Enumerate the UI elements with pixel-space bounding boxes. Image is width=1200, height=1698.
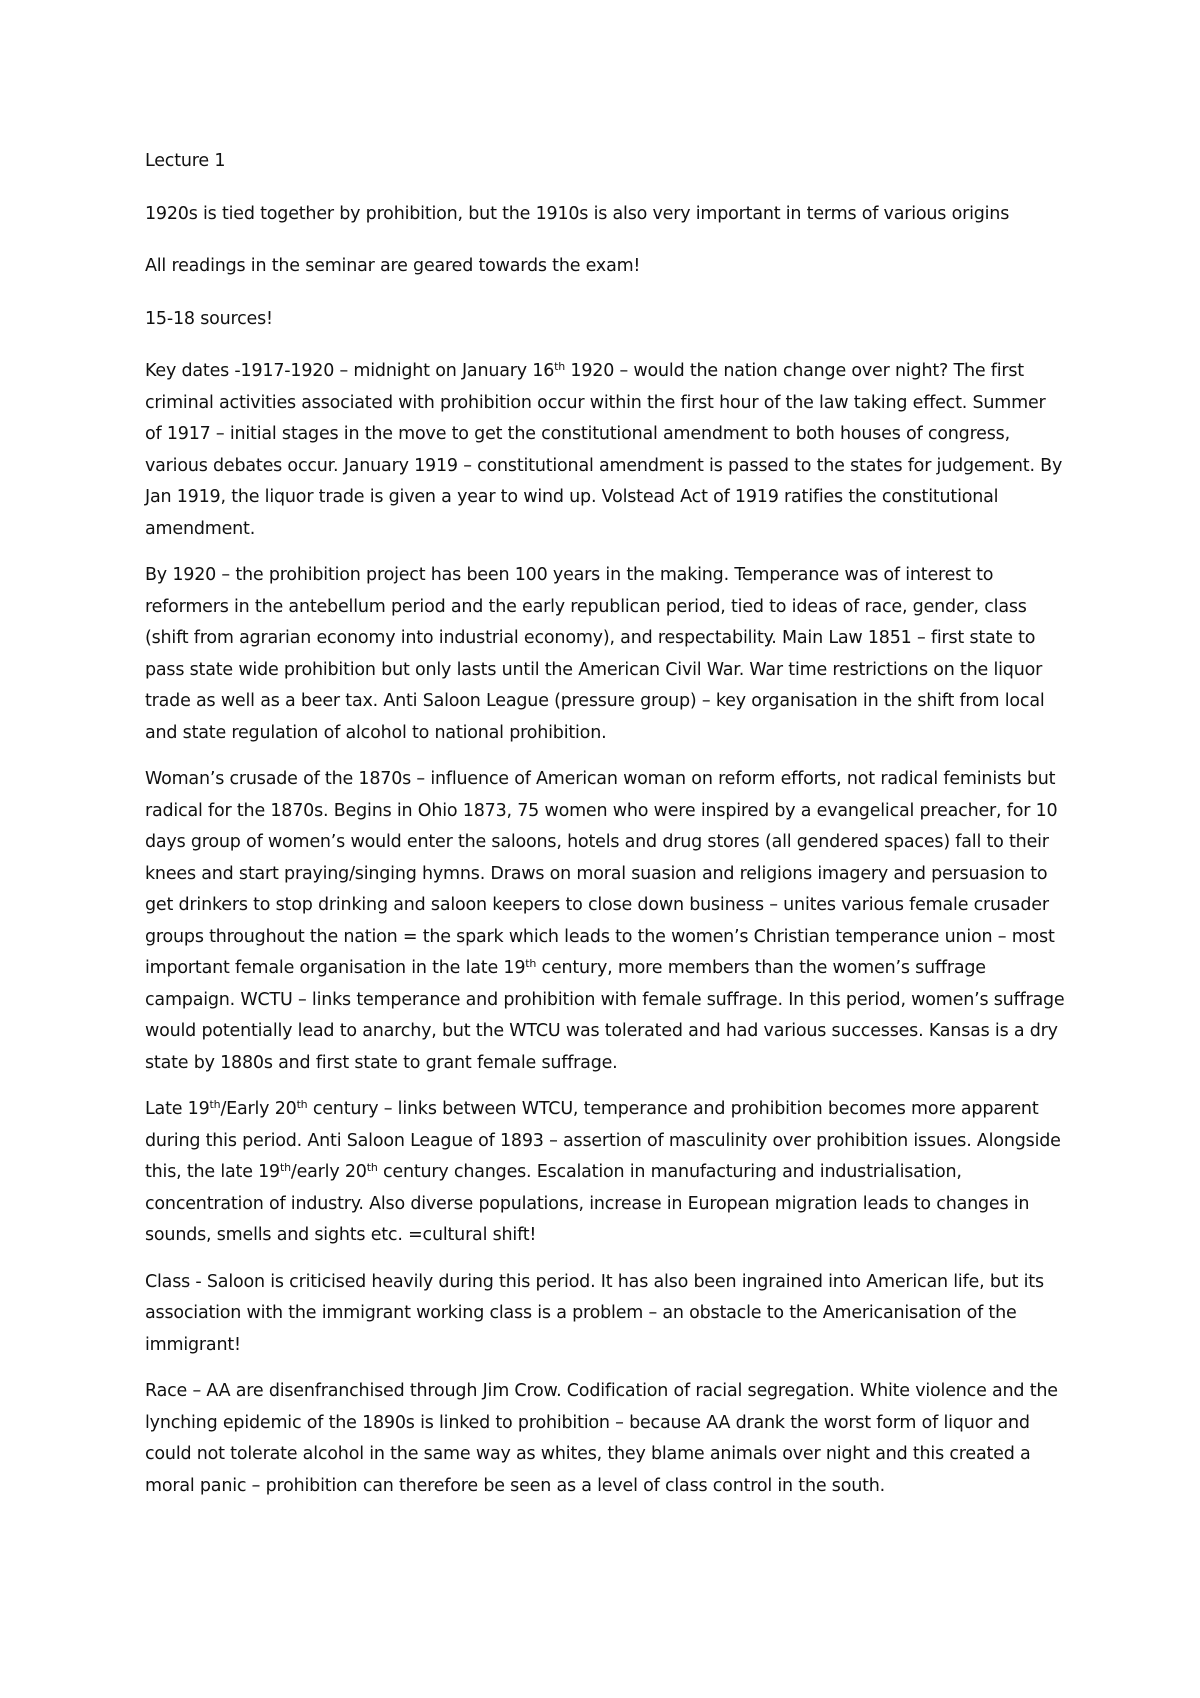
document-body	[145, 146, 1065, 1517]
intro-line-2: All readings in the seminar are geared towards the exam!	[145, 256, 641, 276]
intro-line-1: 1920s is tied together by prohibition, but the 1910s is also very important in terms of various origins	[145, 203, 1010, 224]
lecture-title: Lecture 1	[145, 151, 226, 171]
late-19th-ordinal-4: th	[366, 1160, 378, 1174]
late-19th-ordinal-2: th	[296, 1097, 308, 1111]
womans-crusade-text-1: Woman’s crusade of the 1870s – influence of American woman on reform efforts, not radical feminists but radical for the 1870s. Begins in Ohio 1873, 75 women who were inspired by a evangelical preacher, for 10 days group of women’s would enter the saloons, hotels and drug stores (all gendered spaces) fall to their knees and start praying/singing hymns. Draws on moral suasion and religions imagery and persuasion to get drinkers to stop drinking and saloon keepers to close down business – unites various female crusader groups throughout the nation = the spark which leads to the women’s Christian temperance union – most important female organisation in the late 19	[145, 769, 1058, 978]
womans-crusade-text-2: century, more members than the women’s suffrage campaign. WCTU – links temperance and prohibition with female suffrage. In this period, women’s suffrage would potentially lead to anarchy, but the WTCU was tolerated and had various successes. Kansas is a dry state by 1880s and first state to grant female suffrage.	[145, 958, 1065, 1073]
key-dates-text-1: Key dates -1917-1920 – midnight on January 16	[145, 361, 555, 381]
class-paragraph: Class - Saloon is criticised heavily during this period. It has also been ingrained into American life, but its association with the immigrant working class is a problem – an obstacle to the Americanisation of the immigrant!	[145, 1271, 1044, 1355]
late-19th-text-4: /early 20	[290, 1162, 367, 1182]
late-19th-paragraph	[145, 1094, 1065, 1252]
late-19th-text-5: century changes. Escalation in manufacturing and industrialisation, concentration of industry. Also diverse populations, increase in European migration leads to changes in sounds, smells and sights etc. =cultural shift!	[145, 1162, 1030, 1245]
late-19th-text-2: /Early 20	[220, 1099, 297, 1119]
key-dates-text-2: 1920 – would the nation change over night? The first criminal activities associated with prohibition occur within the first hour of the law taking effect. Summer of 1917 – initial stages in the move to get the constitutional amendment to both houses of congress, various debates occur. January 1919 – constitutional amendment is passed to the states for judgement. By Jan 1919, the liquor trade is given a year to wind up. Volstead Act of 1919 ratifies the constitutional amendment.	[145, 361, 1063, 539]
womans-crusade-ordinal: th	[525, 956, 537, 970]
key-dates-paragraph	[145, 356, 1065, 545]
womans-crusade-paragraph	[145, 764, 1065, 1079]
intro-line-3: 15-18 sources!	[145, 308, 273, 329]
late-19th-ordinal-1: th	[209, 1097, 221, 1111]
late-19th-text-3: century – links between WTCU, temperance and prohibition becomes more apparent during this period. Anti Saloon League of 1893 – assertion of masculinity over prohibition issues. Alongside this, the late 19	[145, 1099, 1061, 1182]
late-19th-ordinal-3: th	[280, 1160, 291, 1174]
race-paragraph: Race – AA are disenfranchised through Jim Crow. Codification of racial segregation. White violence and the lynching epidemic of the 1890s is linked to prohibition – because AA drank the worst form of liquor and could not tolerate alcohol in the same way as whites, they blame animals over night and this created a moral panic – prohibition can therefore be seen as a level of class control in the south.	[145, 1381, 1058, 1496]
late-19th-text-1: Late 19	[145, 1099, 210, 1119]
by-1920-paragraph: By 1920 – the prohibition project has been 100 years in the making. Temperance was of interest to reformers in the antebellum period and the early republican period, tied to ideas of race, gender, class (shift from agrarian economy into industrial economy), and respectability. Main Law 1851 – first state to pass state wide prohibition but only lasts until the American Civil War. War time restrictions on the liquor trade as well as a beer tax. Anti Saloon League (pressure group) – key organisation in the shift from local and state regulation of alcohol to national prohibition.	[145, 565, 1045, 743]
key-dates-ordinal: th	[554, 359, 566, 373]
